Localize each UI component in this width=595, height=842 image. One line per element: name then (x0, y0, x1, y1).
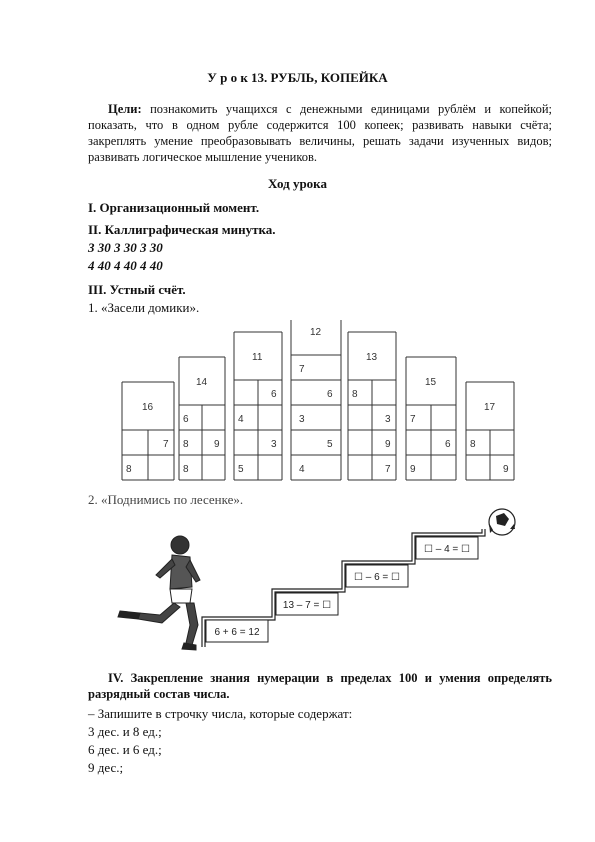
stairs-figure (100, 505, 540, 655)
house-number: 11 (252, 352, 263, 363)
soccer-player-icon (118, 536, 200, 650)
stair-expression-4: ☐ – 4 = ☐ (423, 544, 471, 555)
instruction-line: – Запишите в строчку числа, которые содержат: (88, 706, 353, 721)
section-organizational: I. Организационный момент. (88, 200, 260, 215)
house-cell: 4 (299, 464, 305, 475)
house-cell: 8 (470, 439, 476, 450)
calligraphy-line-1: 3 30 3 30 3 30 (88, 240, 163, 255)
house-cell: 8 (126, 464, 132, 475)
calligraphy-line-2: 4 40 4 40 4 40 (88, 258, 163, 273)
goals-label: Цели: (108, 102, 142, 116)
houses-figure (0, 320, 595, 490)
house-cell: 6 (445, 439, 451, 450)
house-cell: 3 (385, 414, 391, 425)
soccer-ball-icon (489, 509, 515, 535)
house-number: 13 (366, 352, 378, 363)
house-cell: 8 (183, 439, 189, 450)
house-cell: 8 (183, 464, 189, 475)
house-number: 17 (484, 402, 496, 413)
house-cell: 7 (163, 439, 169, 450)
house-cell: 7 (410, 414, 416, 425)
lesson-heading: Ход урока (268, 176, 327, 191)
section-oral-count: III. Устный счёт. (88, 282, 186, 297)
task-stairs: 2. «Поднимись по лесенке». (88, 492, 244, 507)
house-cell: 4 (238, 414, 244, 425)
house-cell: 7 (385, 464, 391, 475)
task-houses: 1. «Засели домики». (88, 300, 200, 315)
house-number: 12 (310, 327, 322, 338)
section-calligraphy: II. Каллиграфическая минутка. (88, 222, 276, 237)
house-cell: 5 (238, 464, 244, 475)
house-cell: 9 (503, 464, 509, 475)
house-cell: 7 (299, 364, 305, 375)
house-cell: 9 (410, 464, 416, 475)
house-cell: 3 (299, 414, 305, 425)
house-cell: 6 (271, 389, 277, 400)
house-cell: 9 (214, 439, 220, 450)
house-number: 14 (196, 377, 208, 388)
section-reinforcement (88, 670, 552, 702)
house-cell: 5 (327, 439, 333, 450)
house-cell: 6 (327, 389, 333, 400)
stair-expression-3: ☐ – 6 = ☐ (353, 572, 401, 583)
house-cell: 3 (271, 439, 277, 450)
number-item-2: 6 дес. и 6 ед.; (88, 742, 162, 757)
house-number: 16 (142, 402, 154, 413)
lesson-title: У р о к 13. РУБЛЬ, КОПЕЙКА (207, 70, 388, 85)
house-cell: 6 (183, 414, 189, 425)
stair-expression-2: 13 – 7 = ☐ (282, 600, 332, 611)
number-item-3: 9 дес.; (88, 760, 124, 775)
house-number: 15 (425, 377, 437, 388)
house-cell: 8 (352, 389, 358, 400)
stair-expression-1: 6 + 6 = 12 (214, 627, 260, 638)
number-item-1: 3 дес. и 8 ед.; (88, 724, 162, 739)
section-reinforcement-text: IV. Закрепление знания нумерации в пределах 100 и умения определять разрядный состав числа. (88, 671, 552, 701)
house-cell: 9 (385, 439, 391, 450)
goals-text: познакомить учащихся с денежными единицами рублём и копейкой; показать, что в одном рубле содержится 100 копеек; развивать навыки счёта; закреплять умение преобразовывать величины, решать задачи изученных видов; развивать логическое мышление учеников. (88, 102, 552, 164)
goals-paragraph (88, 101, 552, 165)
